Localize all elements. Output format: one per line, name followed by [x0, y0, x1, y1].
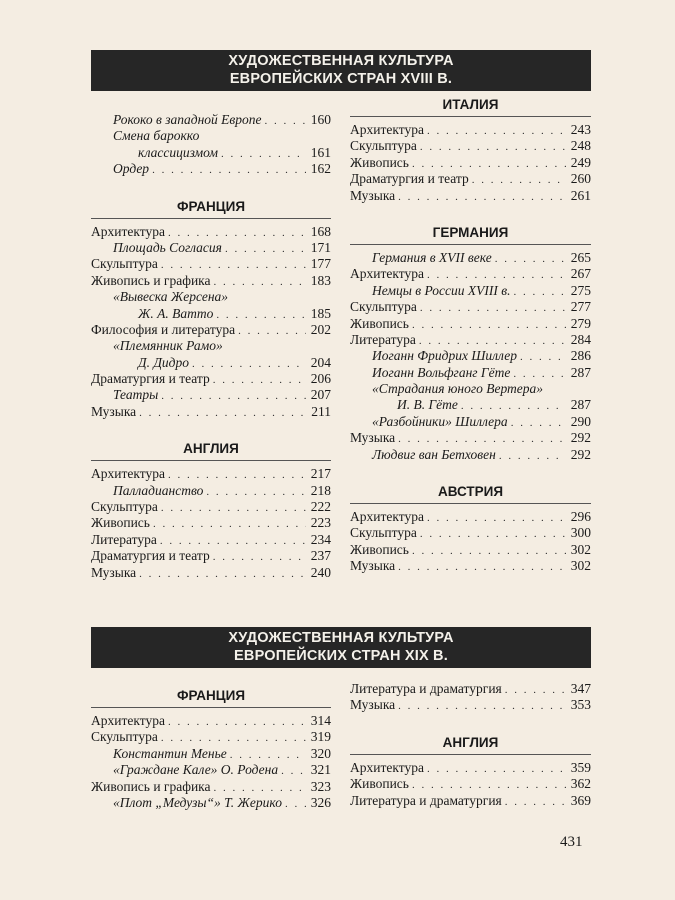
toc-entry[interactable]: «Страдания юного Вертера» — [372, 381, 544, 397]
toc-entry[interactable]: Музыка . . . 240 — [91, 565, 331, 581]
banner-line-2: ЕВРОПЕЙСКИХ СТРАН XVIII В. — [229, 71, 453, 87]
toc-entry[interactable]: Скульптура . . . 319 — [91, 729, 331, 745]
toc-entry[interactable]: Скульптура . . . 248 — [350, 138, 591, 154]
toc-entry[interactable]: Немцы в России XVIII в. . . . 275 — [350, 283, 591, 299]
toc-entry[interactable]: Музыка . . . 353 — [350, 697, 591, 713]
toc-entry[interactable]: Драматургия и театр . . . 237 — [91, 548, 331, 564]
toc-entry[interactable]: Ж. А. Ватто . . . 185 — [91, 306, 331, 322]
toc-column-2 — [350, 90, 591, 575]
toc-entry[interactable]: Архитектура . . . 296 — [350, 509, 591, 525]
toc-entry[interactable]: Д. Дидро . . . 204 — [91, 355, 331, 371]
toc-entry[interactable]: Живопись . . . 302 — [350, 542, 591, 558]
toc-column-3 — [91, 681, 331, 811]
toc-entry[interactable]: Иоганн Вольфганг Гёте . . . 287 — [350, 365, 591, 381]
toc-entry[interactable]: Архитектура . . . 359 — [350, 760, 591, 776]
toc-entry[interactable]: «Вывеска Жерсена» — [113, 289, 229, 305]
toc-entry[interactable]: Живопись и графика . . . 323 — [91, 779, 331, 795]
toc-entry[interactable]: Живопись . . . 249 — [350, 155, 591, 171]
toc-entry[interactable]: Живопись и графика . . . 183 — [91, 273, 331, 289]
section-heading-italy: ИТАЛИЯ — [442, 97, 499, 112]
toc-entry[interactable]: Скульптура . . . 300 — [350, 525, 591, 541]
toc-entry[interactable]: Живопись . . . 223 — [91, 515, 331, 531]
toc-column-1 — [91, 112, 331, 581]
banner-line-2: ЕВРОПЕЙСКИХ СТРАН XIX В. — [234, 648, 448, 664]
toc-entry[interactable]: Площадь Согласия . . . 171 — [91, 240, 331, 256]
section-divider — [350, 244, 591, 245]
toc-entry[interactable]: Музыка . . . 211 — [91, 404, 331, 420]
section-heading-england: АНГЛИЯ — [183, 441, 239, 457]
toc-entry[interactable]: Драматургия и театр . . . 206 — [91, 371, 331, 387]
toc-entry[interactable]: Скульптура . . . 177 — [91, 256, 331, 272]
toc-entry[interactable]: «Плот „Медузы“» Т. Жерико . . . 326 — [91, 795, 331, 811]
toc-entry[interactable]: Литература . . . 284 — [350, 332, 591, 348]
section-divider — [91, 460, 331, 461]
banner-line-1: ХУДОЖЕСТВЕННАЯ КУЛЬТУРА — [228, 53, 454, 69]
section-heading-austria: АВСТРИЯ — [437, 484, 504, 500]
page-number: 431 — [560, 834, 583, 850]
toc-entry[interactable]: Иоганн Фридрих Шиллер . . . 286 — [350, 348, 591, 364]
banner-line-1: ХУДОЖЕСТВЕННАЯ КУЛЬТУРА — [228, 630, 454, 646]
section-divider — [91, 707, 331, 708]
toc-entry[interactable]: Смена барокко — [113, 128, 200, 144]
toc-entry[interactable]: Константин Менье . . . 320 — [91, 746, 331, 762]
section-divider — [91, 218, 331, 219]
toc-entry[interactable]: Музыка . . . 292 — [350, 430, 591, 446]
toc-entry[interactable]: Литература и драматургия . . . 369 — [350, 793, 591, 809]
toc-entry[interactable]: Германия в XVII веке . . . 265 — [350, 250, 591, 266]
toc-entry[interactable]: классицизмом . . . 161 — [91, 145, 331, 161]
section-heading-france: ФРАНЦИЯ — [176, 688, 246, 703]
section-divider — [350, 116, 591, 117]
toc-entry[interactable]: Скульптура . . . 277 — [350, 299, 591, 315]
toc-entry[interactable]: Ордер . . . 162 — [91, 161, 331, 177]
toc-entry[interactable]: Литература и драматургия . . . 347 — [350, 681, 591, 697]
section-heading-france: ФРАНЦИЯ — [176, 198, 246, 214]
section-divider — [350, 503, 591, 504]
toc-entry[interactable]: Драматургия и театр . . . 260 — [350, 171, 591, 187]
toc-entry[interactable]: Архитектура . . . 314 — [91, 713, 331, 729]
toc-entry[interactable]: Архитектура . . . 267 — [350, 266, 591, 282]
toc-entry[interactable]: Музыка . . . 261 — [350, 188, 591, 204]
toc-entry[interactable]: Литература . . . 234 — [91, 532, 331, 548]
toc-entry[interactable]: Рококо в западной Европе . . . 160 — [91, 112, 331, 128]
toc-entry[interactable]: Философия и литература . . . 202 — [91, 322, 331, 338]
toc-entry[interactable]: Театры . . . 207 — [91, 387, 331, 403]
toc-entry[interactable]: «Разбойники» Шиллера . . . 290 — [350, 414, 591, 430]
section-banner-18th-century — [91, 50, 591, 91]
toc-entry[interactable]: Скульптура . . . 222 — [91, 499, 331, 515]
toc-entry[interactable]: Архитектура . . . 243 — [350, 122, 591, 138]
section-divider — [350, 754, 591, 755]
toc-entry[interactable]: Людвиг ван Бетховен . . . 292 — [350, 447, 591, 463]
toc-entry[interactable]: Живопись . . . 279 — [350, 316, 591, 332]
toc-entry[interactable]: Живопись . . . 362 — [350, 776, 591, 792]
toc-entry[interactable]: Архитектура . . . 217 — [91, 466, 331, 482]
section-banner-19th-century — [91, 627, 591, 668]
toc-entry[interactable]: Палладианство . . . 218 — [91, 483, 331, 499]
section-heading-germany: ГЕРМАНИЯ — [432, 224, 509, 240]
section-heading-england: АНГЛИЯ — [442, 734, 499, 750]
toc-entry[interactable]: Архитектура . . . 168 — [91, 224, 331, 240]
toc-column-4 — [350, 681, 591, 809]
toc-entry[interactable]: И. В. Гёте . . . 287 — [350, 397, 591, 413]
toc-entry[interactable]: Музыка . . . 302 — [350, 558, 591, 574]
toc-entry[interactable]: «Граждане Кале» О. Родена . . . 321 — [91, 762, 331, 778]
toc-entry[interactable]: «Племянник Рамо» — [113, 338, 223, 354]
